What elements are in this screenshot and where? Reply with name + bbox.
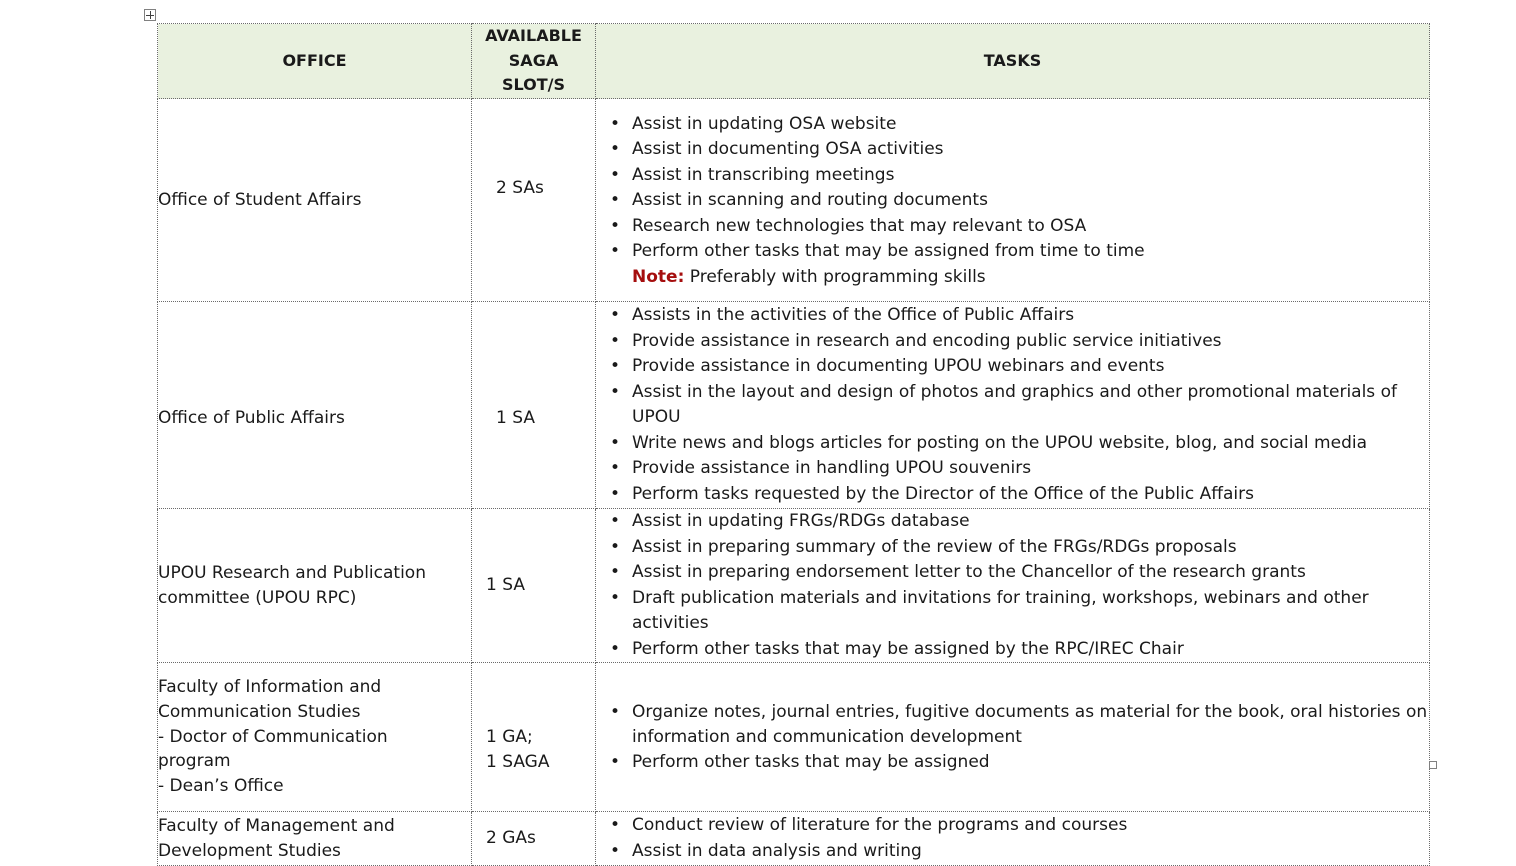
task-item: • Assist in the layout and design of photos and graphics and other promotional materials of UPOU	[632, 380, 1429, 431]
saga-slots-table	[157, 23, 1430, 866]
task-item: • Draft publication materials and invitations for training, workshops, webinars and other activities	[632, 586, 1429, 637]
table-row	[158, 99, 1430, 302]
table-resize-handle-icon[interactable]	[1429, 761, 1437, 769]
office-name-line: Faculty of Management and	[158, 815, 395, 836]
task-item: • Provide assistance in documenting UPOU webinars and events	[632, 354, 1429, 380]
task-list	[596, 112, 1429, 265]
office-cell	[158, 99, 472, 302]
table-row	[158, 812, 1430, 866]
table-move-handle-icon[interactable]	[144, 9, 156, 21]
header-slots	[472, 24, 596, 99]
office-name-line: Development Studies	[158, 840, 341, 861]
task-item: • Assist in updating OSA website	[632, 112, 1429, 138]
slots-value: 1 GA;	[486, 726, 533, 747]
task-item: • Assist in updating FRGs/RDGs database	[632, 509, 1429, 535]
task-item: • Perform tasks requested by the Director of the Office of the Public Affairs	[632, 482, 1429, 508]
note-label: Note:	[632, 266, 685, 287]
note-text: Preferably with programming skills	[684, 266, 986, 287]
header-slots-line: AVAILABLE	[485, 26, 582, 46]
office-cell	[158, 663, 472, 812]
task-list	[596, 700, 1429, 775]
office-name: Office of Student Affairs	[158, 189, 362, 210]
task-item: • Assist in preparing endorsement letter to the Chancellor of the research grants	[632, 560, 1429, 586]
office-name-line: - Dean’s Office	[158, 776, 284, 797]
task-item: • Provide assistance in handling UPOU souvenirs	[632, 456, 1429, 482]
tasks-cell	[596, 302, 1430, 509]
office-name-line: committee (UPOU RPC)	[158, 587, 357, 608]
table-header-row	[158, 24, 1430, 99]
slots-cell	[472, 663, 596, 812]
task-list	[596, 813, 1429, 864]
task-item: • Assist in preparing summary of the review of the FRGs/RDGs proposals	[632, 535, 1429, 561]
table-row	[158, 663, 1430, 812]
office-cell	[158, 302, 472, 509]
task-item: • Research new technologies that may relevant to OSA	[632, 214, 1429, 240]
note-line	[596, 265, 1429, 289]
header-tasks: TASKS	[596, 24, 1430, 99]
table-row	[158, 509, 1430, 663]
task-item: • Write news and blogs articles for posting on the UPOU website, blog, and social media	[632, 431, 1429, 457]
tasks-cell	[596, 812, 1430, 866]
office-name-line: - Doctor of Communication	[158, 726, 388, 747]
slots-value: 1 SAGA	[486, 751, 550, 772]
header-office: OFFICE	[158, 24, 472, 99]
slots-value: 2 SAs	[496, 177, 544, 198]
task-item: • Perform other tasks that may be assigned from time to time	[632, 239, 1429, 265]
task-list	[596, 509, 1429, 662]
slots-value: 1 SA	[496, 408, 535, 429]
task-item: • Provide assistance in research and encoding public service initiatives	[632, 329, 1429, 355]
task-item: • Perform other tasks that may be assigned by the RPC/IREC Chair	[632, 637, 1429, 663]
office-name-line: Communication Studies	[158, 701, 361, 722]
office-name-line: UPOU Research and Publication	[158, 562, 426, 583]
task-list	[596, 303, 1429, 507]
slots-cell	[472, 509, 596, 663]
task-item: • Assist in documenting OSA activities	[632, 137, 1429, 163]
task-item: • Conduct review of literature for the programs and courses	[632, 813, 1429, 839]
office-cell	[158, 812, 472, 866]
slots-value: 1 SA	[486, 575, 525, 596]
task-item: • Assist in data analysis and writing	[632, 839, 1429, 865]
slots-cell	[472, 812, 596, 866]
slots-value: 2 GAs	[486, 828, 536, 849]
header-slots-line: SLOT/S	[501, 75, 566, 95]
tasks-cell	[596, 663, 1430, 812]
task-item: • Organize notes, journal entries, fugitive documents as material for the book, oral histories on information and communication development	[632, 700, 1429, 750]
office-name: Office of Public Affairs	[158, 408, 345, 429]
office-name-line: program	[158, 751, 231, 772]
task-item: • Assist in scanning and routing documents	[632, 188, 1429, 214]
slots-cell	[472, 99, 596, 302]
table-row	[158, 302, 1430, 509]
office-cell	[158, 509, 472, 663]
header-slots-line: SAGA	[508, 50, 559, 70]
tasks-cell	[596, 99, 1430, 302]
task-item: • Assists in the activities of the Office of Public Affairs	[632, 303, 1429, 329]
slots-cell	[472, 302, 596, 509]
tasks-cell	[596, 509, 1430, 663]
task-item: • Assist in transcribing meetings	[632, 163, 1429, 189]
task-item: • Perform other tasks that may be assigned	[632, 750, 1429, 775]
office-name-line: Faculty of Information and	[158, 677, 382, 698]
